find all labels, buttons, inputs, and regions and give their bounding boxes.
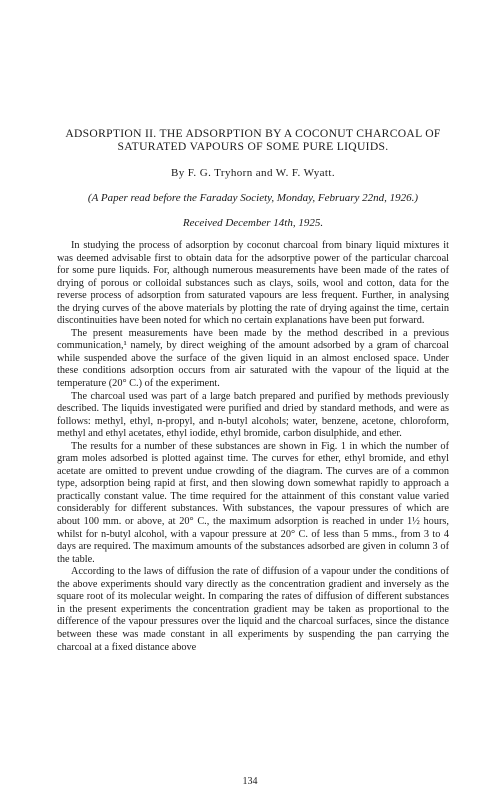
paragraph-5: According to the laws of diffusion the rate of diffusion of a vapour under the conditions of the above experiments should vary directly as the concentration gradient and inversely as the square root of its molecular weight. In comparing the rates of diffusion of different substances in the present experiments the concentration gradient may be taken as proportional to the difference of the vapour pressures over the liquid and the charcoal surfaces, since the distance between these was made constant in all experiments by suspending the pan carrying the charcoal at a fixed distance above [57,566,449,653]
article-title: ADSORPTION II. THE ADSORPTION BY A COCONUT CHARCOAL OF SATURATED VAPOURS OF SOME PURE LIQUIDS. [65,127,441,153]
paragraph-1: In studying the process of adsorption by coconut charcoal from binary liquid mixtures it was deemed advisable first to obtain data for the adsorptive power of the particular charcoal for some pure liquids. For, although numerous measurements have been made of the rates of drying of porous or colloidal substances such as clays, soils, wool and cotton, data for the reverse process of adsorption from saturated vapours are less frequent. Further, in analysing the drying curves of the above materials by plotting the rate of drying against the time, certain discontinuities have been noted for which no certain explanations have been put forward. [57,240,449,327]
page-number: 134 [242,776,258,787]
article [57,127,449,654]
article-authors: By F. G. Tryhorn and W. F. Wyatt. [171,167,335,179]
article-body [57,240,449,654]
paragraph-2: The present measurements have been made by the method described in a previous communication,¹ namely, by direct weighing of the amount adsorbed by a gram of charcoal while suspended above the surface of the given liquid in an almost enclosed space. Under these conditions adsorption occurs from air saturated with the vapour of the liquid at the temperature (20° C.) of the experiment. [57,327,449,390]
paragraph-4: The results for a number of these substances are shown in Fig. 1 in which the number of gram moles adsorbed is plotted against time. The curves for ether, ethyl bromide, and ethyl acetate are omitted to prevent undue crowding of the diagram. The curves are of a common type, adsorption being rapid at first, and then slowing down somewhat rapidly to approach a practically constant value. The time required for the attainment of this constant value varied considerably for different substances. With substances, the vapour pressures of which are about 100 mm. or above, at 20° C., the maximum adsorption is reached in under 1½ hours, whilst for n-butyl alcohol, with a vapour pressure at 20° C. of less than 5 mms., from 3 to 4 days are required. The maximum amounts of the substances adsorbed are given in column 3 of the table. [57,440,449,565]
presentation-note: (A Paper read before the Faraday Society, Monday, February 22nd, 1926.) [87,192,419,204]
received-date: Received December 14th, 1925. [182,217,324,229]
paragraph-3: The charcoal used was part of a large batch prepared and purified by methods previously described. The liquids investigated were purified and dried by standard methods, and were as follows: methyl, ethyl, n-propyl, and n-butyl alcohols; water, benzene, acetone, chloroform, methyl and ethyl acetates, ethyl iodide, ethyl bromide, carbon disulphide, and ether. [57,390,449,440]
